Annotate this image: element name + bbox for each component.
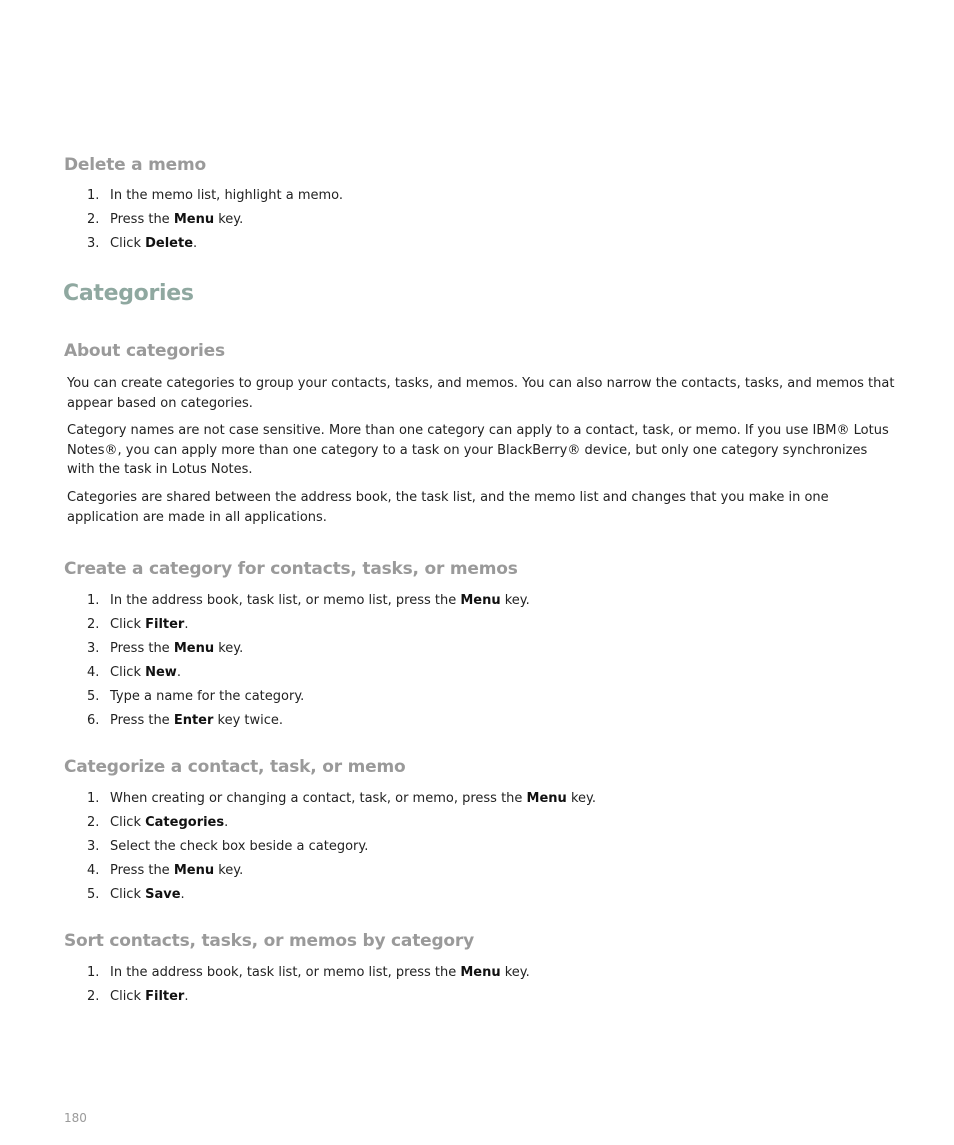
list-item: 1. In the memo list, highlight a memo. [87, 188, 344, 203]
heading-create-category: Create a category for contacts, tasks, or memos [64, 559, 518, 579]
steps-delete-memo [0, 184, 343, 256]
list-item: 2. Click Categories. [87, 815, 229, 830]
about-paragraph-2: Category names are not case sensitive. More than one category can apply to a contact, task, or memo. If you use IBM® Lotus Notes®, you can apply more than one category to a task on your BlackBerry® device, but only one category synchronizes with the task in Lotus Notes. [67, 423, 889, 477]
page-number: 180 [64, 1111, 87, 1125]
list-item: 3. Click Delete. [87, 236, 198, 251]
list-item: 1. In the address book, task list, or memo list, press the Menu key. [87, 965, 530, 980]
list-item: 1. When creating or changing a contact, task, or memo, press the Menu key. [87, 791, 596, 806]
steps-create-category [0, 589, 530, 733]
list-item: 6. Press the Enter key twice. [87, 713, 284, 728]
list-item: 5. Type a name for the category. [87, 689, 305, 704]
heading-categorize: Categorize a contact, task, or memo [64, 757, 406, 777]
list-item: 2. Click Filter. [87, 989, 189, 1004]
list-item: 2. Press the Menu key. [87, 212, 244, 227]
steps-categorize [0, 787, 596, 907]
heading-about-categories: About categories [64, 341, 225, 361]
list-item: 1. In the address book, task list, or memo list, press the Menu key. [87, 593, 530, 608]
list-item: 3. Press the Menu key. [87, 641, 244, 656]
list-item: 4. Click New. [87, 665, 181, 680]
heading-delete-memo: Delete a memo [64, 155, 206, 175]
heading-sort: Sort contacts, tasks, or memos by category [64, 931, 474, 951]
list-item: 5. Click Save. [87, 887, 185, 902]
list-item: 2. Click Filter. [87, 617, 189, 632]
about-paragraph-1: You can create categories to group your contacts, tasks, and memos. You can also narrow the contacts, tasks, and memos that appear based on categories. [67, 376, 895, 411]
about-paragraph-3: Categories are shared between the address book, the task list, and the memo list and changes that you make in one application are made in all applications. [67, 490, 829, 525]
heading-categories: Categories [63, 281, 194, 306]
list-item: 3. Select the check box beside a category. [87, 839, 369, 854]
steps-sort [0, 961, 530, 1009]
list-item: 4. Press the Menu key. [87, 863, 244, 878]
